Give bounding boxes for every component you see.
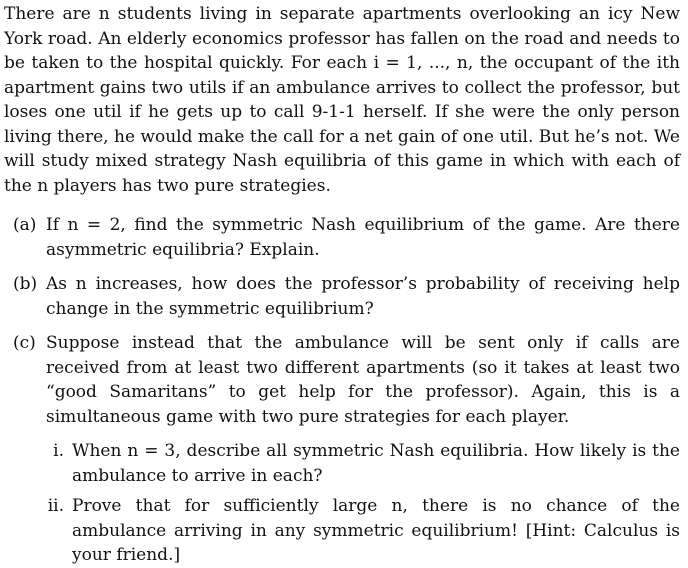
question-c-text: Suppose instead that the ambulance will be sent only if calls are received from at least two different apartments (so it takes at least two “good Samaritans” to get help for the professor). Again, this is a simultaneous game with two pure strategies for each player.: [46, 333, 680, 427]
question-c-ii: [36, 494, 680, 568]
question-c-ii-text: Prove that for sufficiently large n, there is no chance of the ambulance arriving in any symmetric equilibrium! [Hint: Calculus is your friend.]: [72, 496, 680, 565]
problem-page: [0, 2, 688, 565]
question-c: [4, 331, 680, 429]
question-list: [4, 213, 680, 568]
question-c-ii-label: ii.: [47, 496, 64, 516]
question-c-i: [36, 439, 680, 488]
question-a: [4, 213, 680, 262]
question-a-text: If n = 2, find the symmetric Nash equilibrium of the game. Are there asymmetric equilibria? Explain.: [46, 215, 680, 260]
question-c-i-text: When n = 3, describe all symmetric Nash equilibria. How likely is the ambulance to arrive in each?: [72, 441, 680, 486]
question-c-subitems: [36, 439, 680, 568]
question-b-label: (b): [13, 274, 38, 294]
question-b: [4, 272, 680, 321]
question-b-text: As n increases, how does the professor’s probability of receiving help change in the symmetric equilibrium?: [46, 274, 680, 319]
question-c-i-label: i.: [53, 441, 64, 461]
problem-intro: There are n students living in separate apartments overlooking an icy New York road. An elderly economics professor has fallen on the road and needs to be taken to the hospital quickly. For each i = 1, ..., n, the occupant of the ith apartment gains two utils if an ambulance arrives to collect the professor, but loses one util if he gets up to call 9-1-1 herself. If she were the only person living there, he would make the call for a net gain of one util. But he’s not. We will study mixed strategy Nash equilibria of this game in which with each of the n players has two pure strategies.: [4, 4, 680, 196]
question-a-label: (a): [13, 215, 37, 235]
question-c-label: (c): [13, 333, 36, 353]
